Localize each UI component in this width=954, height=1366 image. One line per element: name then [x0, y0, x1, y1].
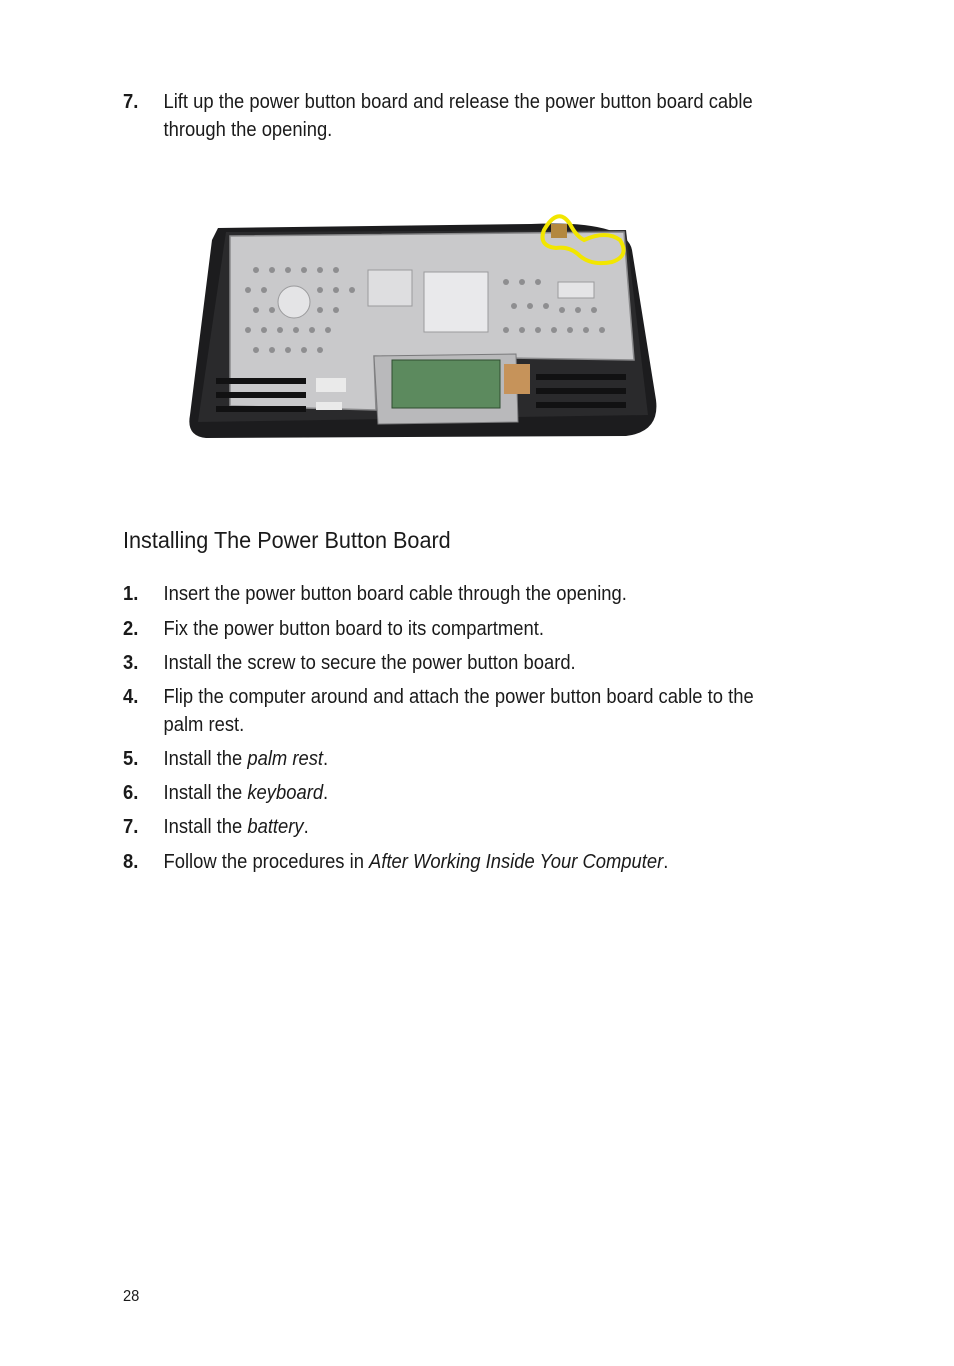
step-number: 7. — [123, 91, 139, 113]
step-suffix: . — [303, 816, 309, 838]
step-prefix: Install the — [163, 816, 248, 838]
after-working-link[interactable]: After Working Inside Your Computer — [369, 851, 664, 873]
step-text: Fix the power button board to its compartment. — [163, 618, 544, 640]
step-text — [163, 813, 785, 841]
section-heading: Installing The Power Button Board — [123, 527, 451, 553]
install-step — [123, 580, 785, 608]
install-step — [123, 779, 785, 807]
step-prefix: Install the — [163, 748, 248, 770]
install-step — [123, 745, 785, 773]
step-number: 4. — [123, 686, 139, 708]
step-suffix: . — [663, 851, 669, 873]
step-number: 8. — [123, 851, 139, 873]
step-prefix: Install the — [163, 782, 248, 804]
install-step — [123, 813, 785, 841]
step-text — [163, 848, 785, 876]
install-step — [123, 683, 785, 739]
palm-rest-photo — [186, 210, 662, 440]
step-text: Lift up the power button board and release the power button board cable through the opening. — [163, 91, 753, 141]
install-step — [123, 649, 785, 677]
install-step — [123, 615, 785, 643]
page-number: 28 — [123, 1288, 140, 1305]
step-text: Flip the computer around and attach the power button board cable to the palm rest. — [163, 686, 754, 736]
step-number: 2. — [123, 618, 139, 640]
step-prefix: Follow the procedures in — [163, 851, 370, 873]
step-text — [163, 745, 785, 773]
step-suffix: . — [323, 748, 329, 770]
step-number: 3. — [123, 652, 139, 674]
step-text: Install the screw to secure the power button board. — [163, 652, 576, 674]
step-number: 7. — [123, 816, 139, 838]
step-number: 1. — [123, 583, 139, 605]
step-suffix: . — [323, 782, 329, 804]
step-number: 6. — [123, 782, 139, 804]
top-step — [123, 88, 785, 144]
palm-rest-link[interactable]: palm rest — [247, 748, 324, 770]
install-step — [123, 848, 785, 876]
step-text: Insert the power button board cable through the opening. — [163, 583, 627, 605]
step-number: 5. — [123, 748, 139, 770]
step-text — [163, 779, 785, 807]
battery-link[interactable]: battery — [247, 816, 304, 838]
keyboard-link[interactable]: keyboard — [247, 782, 324, 804]
